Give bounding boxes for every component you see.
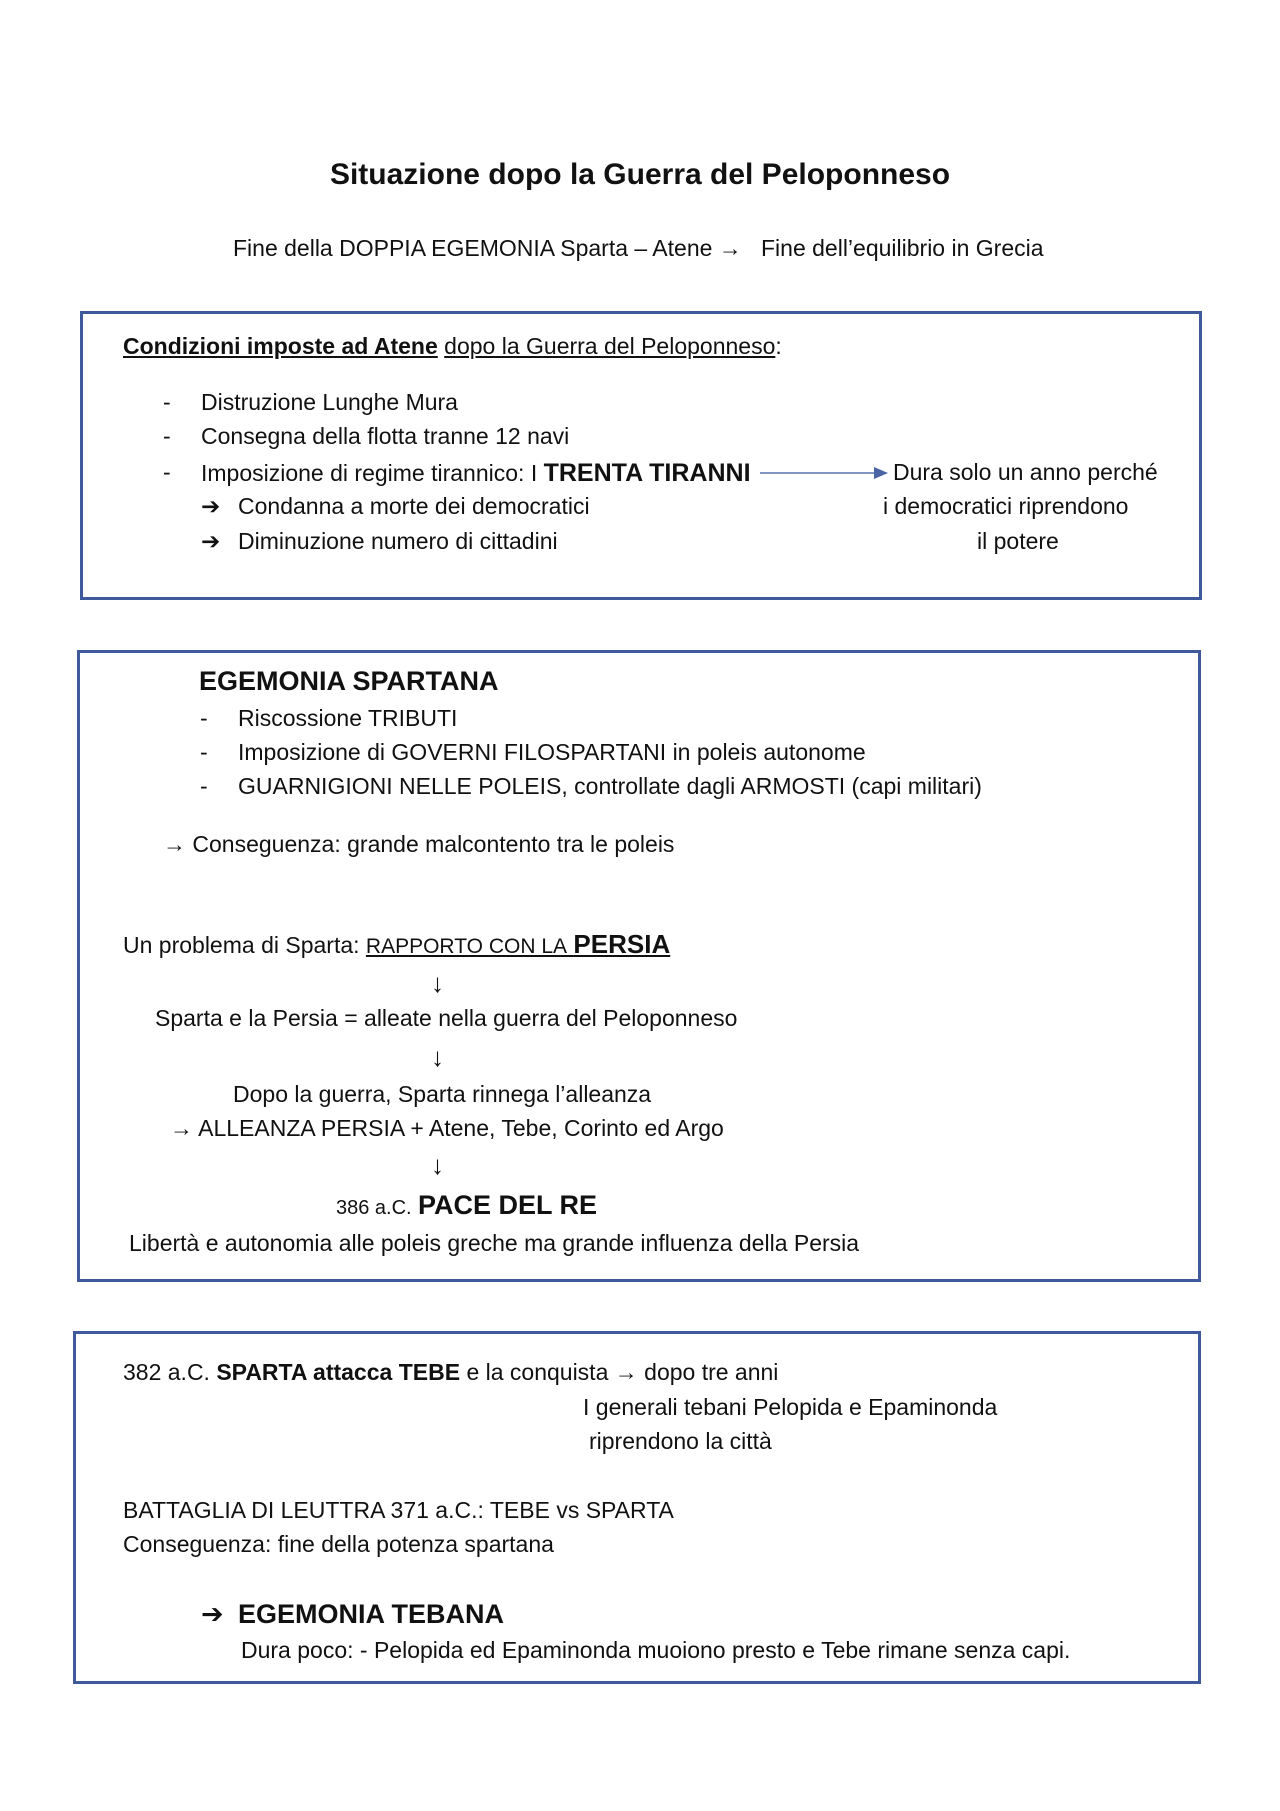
problem-underlined <box>365 929 671 959</box>
problem-prefix: Un problema di Sparta: <box>123 932 360 958</box>
side-note-line: il potere <box>977 528 1059 554</box>
box2-item: Riscossione TRIBUTI <box>238 705 458 731</box>
retake-line: riprendono la città <box>589 1428 772 1454</box>
box1-item: Consegna della flotta tranne 12 navi <box>201 423 570 449</box>
page-title: Situazione dopo la Guerra del Peloponneso <box>329 158 951 191</box>
bold-arrow-icon: ➔ <box>201 528 221 554</box>
betrayal-line: Dopo la guerra, Sparta rinnega l’alleanza <box>233 1081 652 1107</box>
side-note-line: Dura solo un anno perché <box>893 459 1158 485</box>
battle-line: BATTAGLIA DI LEUTTRA 371 a.C.: TEBE vs SPARTA <box>123 1497 674 1523</box>
spartan-consequence: → Conseguenza: grande malcontento tra le poleis <box>163 831 675 857</box>
trenta-tiranni-label: TRENTA TIRANNI <box>543 459 751 487</box>
down-arrow-icon: ↓ <box>431 1042 444 1072</box>
attack-bold: SPARTA attacca TEBE <box>216 1359 461 1385</box>
down-arrow-icon: ↓ <box>431 1150 444 1180</box>
box1-heading-colon: : <box>775 333 782 359</box>
box2-dash: - <box>200 773 208 799</box>
peace-of-king: PACE DEL RE <box>418 1190 598 1220</box>
box1-heading <box>123 335 782 358</box>
down-arrow-icon: ↓ <box>431 968 444 998</box>
subtitle-left: Fine della DOPPIA EGEMONIA Sparta – Atene → <box>233 235 742 261</box>
attack-year: 382 a.C. <box>123 1359 210 1385</box>
box1-item: Distruzione Lunghe Mura <box>201 389 458 415</box>
bold-arrow-icon: ➔ <box>201 493 221 519</box>
peace-line <box>336 1192 597 1219</box>
box1-item-text: Imposizione di regime tirannico: I <box>201 460 538 486</box>
box1-dash: - <box>163 423 171 449</box>
attack-line <box>123 1361 778 1384</box>
problem-link-text: RAPPORTO CON LA <box>365 935 568 958</box>
box1-dash: - <box>163 459 171 485</box>
box1-subitem: Diminuzione numero di cittadini <box>238 528 558 554</box>
box1-item-tiranni <box>201 461 751 486</box>
bold-arrow-icon: ➔ <box>201 1599 224 1629</box>
box1-dash: - <box>163 389 171 415</box>
alliance-line: Sparta e la Persia = alleate nella guerra del Peloponneso <box>155 1005 738 1031</box>
box2-item: GUARNIGIONI NELLE POLEIS, controllate dagli ARMOSTI (capi militari) <box>238 773 982 799</box>
spartan-hegemony-heading: EGEMONIA SPARTANA <box>199 666 499 696</box>
new-alliance-line: → ALLEANZA PERSIA + Atene, Tebe, Corinto ed Argo <box>170 1115 724 1141</box>
box1-heading-rest: dopo la Guerra del Peloponneso <box>444 333 776 359</box>
box2-dash: - <box>200 705 208 731</box>
generals-line: I generali tebani Pelopida e Epaminonda <box>583 1394 998 1420</box>
side-note-line: i democratici riprendono <box>883 493 1129 519</box>
peace-year: 386 a.C. <box>336 1197 412 1219</box>
theban-end-line: Dura poco: - Pelopida ed Epaminonda muoiono presto e Tebe rimane senza capi. <box>241 1637 1071 1663</box>
box2-dash: - <box>200 739 208 765</box>
battle-consequence: Conseguenza: fine della potenza spartana <box>123 1531 554 1557</box>
persia-problem <box>123 931 670 957</box>
peace-result: Libertà e autonomia alle poleis greche ma grande influenza della Persia <box>129 1230 860 1256</box>
box1-heading-bold: Condizioni imposte ad Atene <box>123 333 438 359</box>
box1-subitem: Condanna a morte dei democratici <box>238 493 590 519</box>
persia-label: PERSIA <box>573 929 671 959</box>
subtitle-right: Fine dell’equilibrio in Grecia <box>761 235 1044 261</box>
attack-rest: e la conquista → dopo tre anni <box>466 1359 779 1385</box>
theban-hegemony-heading: EGEMONIA TEBANA <box>238 1599 505 1629</box>
long-arrow-icon <box>758 464 890 482</box>
box2-item: Imposizione di GOVERNI FILOSPARTANI in poleis autonome <box>238 739 866 765</box>
